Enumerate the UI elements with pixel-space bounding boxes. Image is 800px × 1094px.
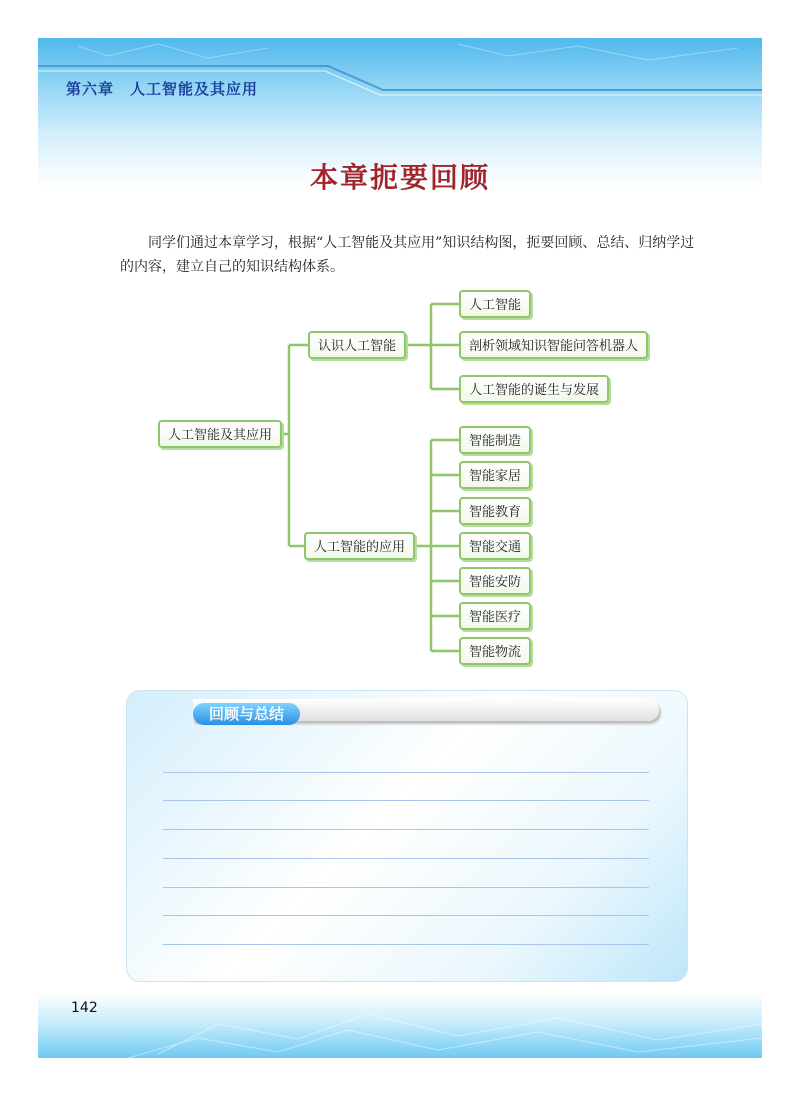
textbook-page bbox=[38, 38, 762, 1058]
mindmap-leaf-smart-manufacturing: 智能制造 bbox=[459, 426, 531, 454]
writing-line bbox=[163, 772, 649, 773]
mindmap-leaf-qa-robot: 剖析领域知识智能问答机器人 bbox=[459, 331, 648, 359]
mindmap-branch-understanding-ai: 认识人工智能 bbox=[308, 331, 406, 359]
writing-line bbox=[163, 944, 649, 945]
writing-line bbox=[163, 915, 649, 916]
mindmap-leaf-smart-logistics: 智能物流 bbox=[459, 637, 531, 665]
footer-banner bbox=[38, 994, 762, 1058]
intro-paragraph: 同学们通过本章学习，根据“人工智能及其应用”知识结构图，扼要回顾、总结、归纳学过的内容，建立自己的知识结构体系。 bbox=[120, 235, 695, 275]
writing-line bbox=[163, 858, 649, 859]
review-summary-box bbox=[126, 690, 688, 982]
chapter-heading: 第六章 人工智能及其应用 bbox=[66, 80, 259, 98]
mindmap-branch-ai-applications: 人工智能的应用 bbox=[304, 532, 415, 560]
mindmap-leaf-smart-transportation: 智能交通 bbox=[459, 532, 531, 560]
mindmap-leaf-ai-history: 人工智能的诞生与发展 bbox=[459, 375, 609, 403]
mindmap-root-node: 人工智能及其应用 bbox=[158, 420, 282, 448]
footer-decoration bbox=[38, 994, 762, 1058]
writing-line bbox=[163, 887, 649, 888]
mindmap-leaf-smart-education: 智能教育 bbox=[459, 497, 531, 525]
writing-line bbox=[163, 829, 649, 830]
page-number: 142 bbox=[71, 1000, 98, 1016]
mindmap-leaf-smart-security: 智能安防 bbox=[459, 567, 531, 595]
review-tab-label: 回顾与总结 bbox=[193, 703, 300, 725]
mindmap-leaf-smart-home: 智能家居 bbox=[459, 461, 531, 489]
page-title: 本章扼要回顾 bbox=[309, 161, 490, 194]
writing-line bbox=[163, 800, 649, 801]
mindmap-leaf-smart-medical: 智能医疗 bbox=[459, 602, 531, 630]
mindmap-leaf-ai: 人工智能 bbox=[459, 290, 531, 318]
